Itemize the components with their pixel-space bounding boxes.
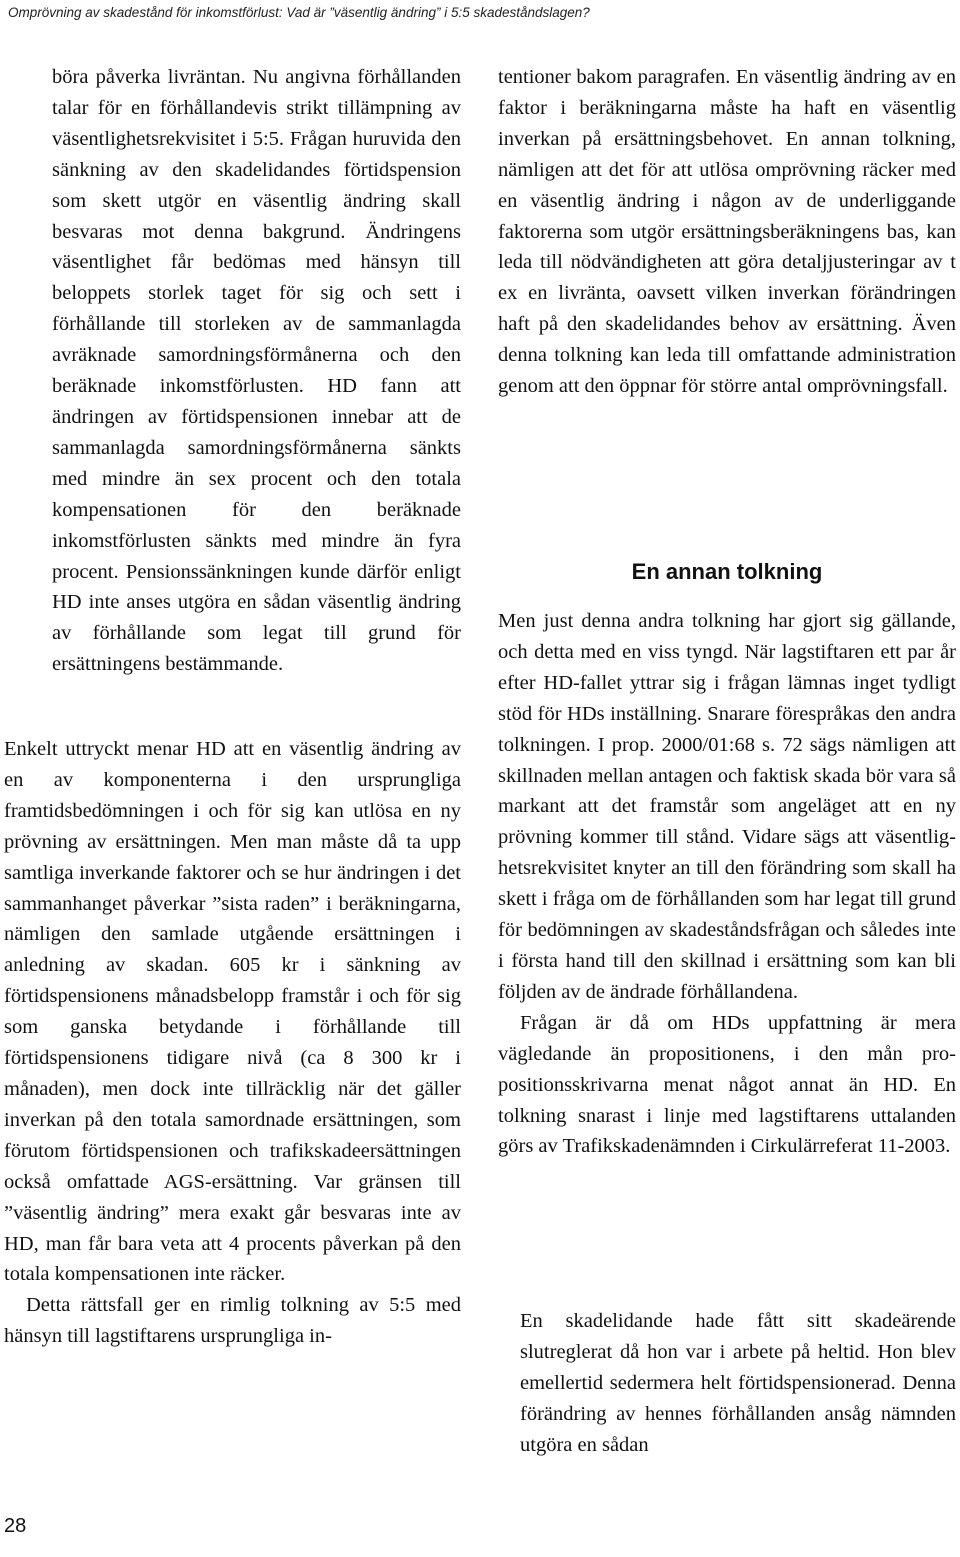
left-column-body xyxy=(4,734,461,1352)
section-heading: En annan tolkning xyxy=(631,559,823,584)
case-summary-block xyxy=(520,1306,956,1461)
body-paragraph: Enkelt uttryckt menar HD att en väsentlig ändring av en av komponenterna i den ursprungliga framtidsbedömningen i och för sig kan utlösa en ny prövning av ersättningen. Men man måste då ta upp samtliga inverkande faktorer och se hur ändringen i det sammanhanget påverkar ”sista raden” i beräkningarna, nämligen den samlade utgående ersättningen i anledning av skadan. 605 kr i sänkning av förtidspensionens månadsbelopp framstår i och för sig som ganska betydande i förhållande till förtidspensionens tidigare nivå (ca 8 300 kr i månaden), men dock inte tillräcklig när det gäller inverkan på den totala samordnade ersättningen, som förutom förtidspensionen och trafikskadeersättningen också omfattade AGS-ersättning. Var gränsen till ”väsentlig ändring” mera exakt går besvaras inte av HD, man får bara veta att 4 procents påverkan på den totala kompensationen inte räcker. xyxy=(4,738,461,1286)
body-paragraph: Frågan är då om HDs uppfattning är mera vägledande än propositionens, i den mån propositionsskrivarna menat något annat än HD. En tolkning snarast i linje med lagstiftarens uttalanden görs av Trafikskadenämnden i Cirkulärreferat 11-2003. xyxy=(498,1011,956,1158)
running-title: Omprövning av skadestånd för inkomstförlust: Vad är ”väsentlig ändring” i 5:5 skadeståndslagen? xyxy=(8,5,590,20)
page-number: 28 xyxy=(4,1515,27,1537)
body-paragraph: Men just denna andra tolkning har gjort sig gällande, och detta med en viss tyngd. När lagstiftaren ett par år efter HD-fallet yttrar sig i frågan lämnas inget tydligt stöd för HDs inställning. Snarare förespråkas den andra tolkningen. I prop. 2000/01:68 s. 72 sägs nämligen att skillnaden mellan antagen och faktisk skada bör vara så markant att det framstår som angeläget att en ny prövning kommer till stånd. Vidare sägs att väsentlighetsrekvisitet knyter an till den förändring som skall ha skett i fråga om de förhållanden som har legat till grund för bedömningen av skadeståndsfrågan och således inte i första hand till den skillnad i ersättning som kan bli följden av de ändrade förhållandena. xyxy=(498,610,956,1003)
right-column-body xyxy=(498,606,956,1162)
body-paragraph: tentioner bakom paragrafen. En väsentlig ändring av en faktor i beräkningarna måste ha haft en väsentlig inverkan på ersättningsbehovet. En annan tolkning, nämligen att det för att utlösa omprövning räcker med en väsentlig ändring i någon av de underliggande faktorerna som utgör ersättningsberäkningens bas, kan leda till nödvändigheten att göra detaljjusteringar av t ex en livränta, oavsett vilken inverkan förändringen haft på den skadelidandes behov av ersättning. Även denna tolkning kan leda till omfattande administration genom att den öppnar för större antal omprövningsfall. xyxy=(498,66,956,398)
case-summary-paragraph: En skadelidande hade fått sitt skadeärende slutreglerat då hon var i arbete på heltid. Hon blev emellertid sedermera helt förtidspensionerad. Denna förändring av hennes förhållanden ansåg nämnden utgöra en sådan xyxy=(520,1310,956,1456)
body-paragraph: Detta rättsfall ger en rimlig tolkning av 5:5 med hänsyn till lagstiftarens ursprungliga in- xyxy=(4,1294,461,1348)
right-column-top xyxy=(498,62,956,402)
body-paragraph: böra påverka livräntan. Nu angivna förhållanden talar för en förhållandevis strikt tillämpning av väsentlighetsrekvisitet i 5:5. Frågan huruvida den sänkning av den skadelidandes förtidspension som skett utgör en väsentlig ändring skall besvaras mot denna bakgrund. Ändringens väsentlighet får bedömas med hänsyn till beloppets storlek taget för sig och sett i förhållande till storleken av de sammanlagda avräknade samordningsförmånerna och den beräknade inkomstförlusten. HD fann att ändringen av förtidspensionen innebar att de sammanlagda samordningsförmånerna sänkts med mindre än sex procent och den totala kompensationen för den beräknade inkomstförlusten sänkts med mindre än fyra procent. Pensionssänkningen kunde därför enligt HD inte anses utgöra en sådan väsentlig ändring av förhållande som legat till grund för ersättningens bestämmande. xyxy=(52,66,461,676)
left-column-indented-block xyxy=(52,62,461,680)
